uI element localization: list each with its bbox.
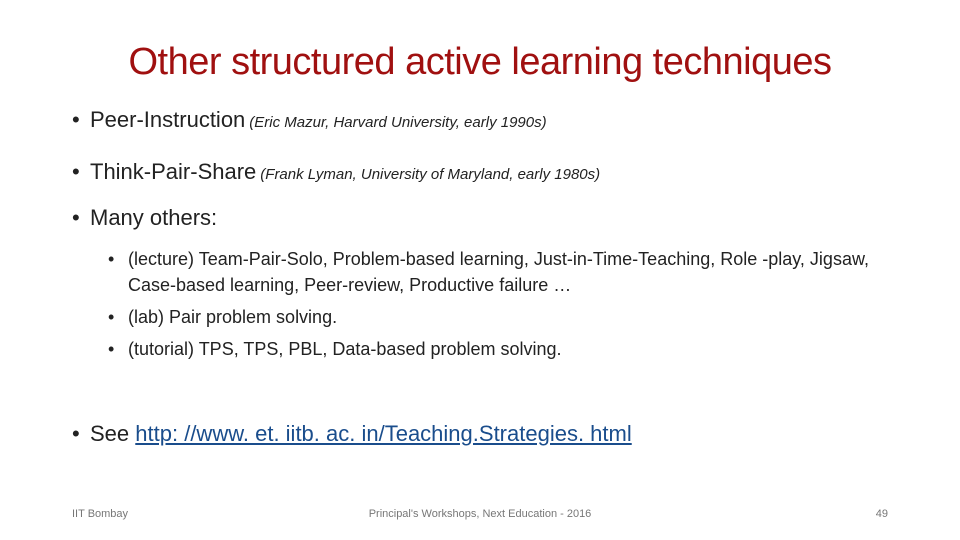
bullet-dot: • <box>72 205 80 230</box>
bullet-dot: • <box>72 107 80 132</box>
see-prefix: See <box>90 421 130 446</box>
bullet-text: Peer-Instruction <box>90 107 246 132</box>
sub-bullet-text: (lecture) Team-Pair-Solo, Problem-based learning, Just-in-Time-Teaching, Role -play, Jigsaw, Case-based learning, Peer-review, Productive failure … <box>128 249 869 295</box>
bullet-dot: • <box>108 339 115 359</box>
sub-bullet-tutorial <box>108 336 908 362</box>
footer-institution: IIT Bombay <box>72 508 129 520</box>
bullet-many-others <box>72 204 217 232</box>
bullet-see-link <box>72 420 632 448</box>
bullet-note: (Frank Lyman, University of Maryland, early 1980s) <box>260 166 601 183</box>
bullet-dot: • <box>72 421 80 446</box>
bullet-note: (Eric Mazur, Harvard University, early 1990s) <box>249 114 547 131</box>
footer-event: Principal's Workshops, Next Education - 2016 <box>368 508 592 520</box>
bullet-dot: • <box>108 249 115 269</box>
slide-title: Other structured active learning techniques <box>128 41 832 83</box>
bullet-think-pair-share <box>72 158 600 189</box>
sub-bullet-lab <box>108 304 908 330</box>
bullet-dot: • <box>72 159 80 184</box>
bullet-text: Think-Pair-Share <box>90 159 257 184</box>
sub-bullet-lecture <box>108 246 908 298</box>
bullet-peer-instruction <box>72 106 547 137</box>
sub-bullet-text: (lab) Pair problem solving. <box>128 307 338 327</box>
bullet-dot: • <box>108 307 115 327</box>
sub-bullet-list <box>108 246 908 370</box>
slide-page-number: 49 <box>875 508 888 520</box>
bullet-text: Many others: <box>90 205 218 230</box>
teaching-strategies-link[interactable]: http: //www. et. iitb. ac. in/Teaching.Strategies. html <box>135 421 632 446</box>
sub-bullet-text: (tutorial) TPS, TPS, PBL, Data-based problem solving. <box>128 339 562 359</box>
